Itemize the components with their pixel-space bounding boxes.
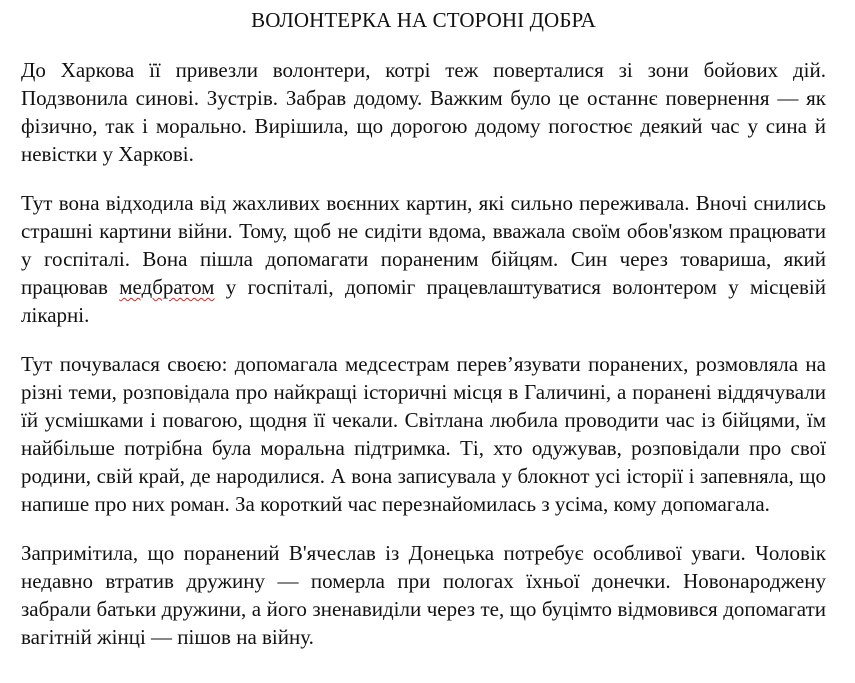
- paragraph-2-text: Тут вона відходила від жахливих воєнних картин, які сильно переживала. Вночі снились страшні картини війни. Тому, щоб не сидіти вдома, вважала своїм обов'язком працювати у госпіталі. Вона пішла допомагати пораненим бійцям. Син через товариша, який працював: [21, 191, 826, 299]
- document-title: ВОЛОНТЕРКА НА СТОРОНІ ДОБРА: [251, 8, 596, 32]
- paragraph-3[interactable]: Тут почувалася своєю: допомагала медсестрам перев’язувати поранених, розмовляла на різні теми, розповідала про найкращі історичні місця в Галичині, а поранені віддячували їй усмішками і повагою, щодня її чекали. Світлана любила проводити час із бійцями, їм найбільше потрібна була моральна підтримка. Ті, хто одужував, розповідали про свої родини, свій край, де народилися. А вона записувала у блокнот усі історії і запевняла, що напише про них роман. За короткий час перезнайомилась з усіма, кому допомагала.: [21, 352, 826, 516]
- paragraph-4[interactable]: Запримітила, що поранений В'ячеслав із Донецька потребує особливої уваги. Чоловік недавно втратив дружину — померла при пологах їхньої донечки. Новонароджену забрали батьки дружини, а його зненавиділи через те, що буцімто відмовився допомагати вагітній жінці — пішов на війну.: [21, 541, 826, 649]
- paragraph-1[interactable]: До Харкова її привезли волонтери, котрі теж поверталися зі зони бойових дій. Подзвонила синові. Зустрів. Забрав додому. Важким було це останнє повернення — як фізично, так і морально. Вирішила, що дорогою додому погостює деякий час у сина й невістки у Харкові.: [21, 58, 826, 166]
- paragraph-2[interactable]: [21, 189, 826, 329]
- paragraph-2-tail: у госпіталі, допоміг працевлаштуватися волонтером у місцевій лікарні.: [21, 275, 826, 327]
- document-page: [21, 6, 826, 672]
- spellcheck-flagged-word[interactable]: медбратом: [119, 275, 215, 299]
